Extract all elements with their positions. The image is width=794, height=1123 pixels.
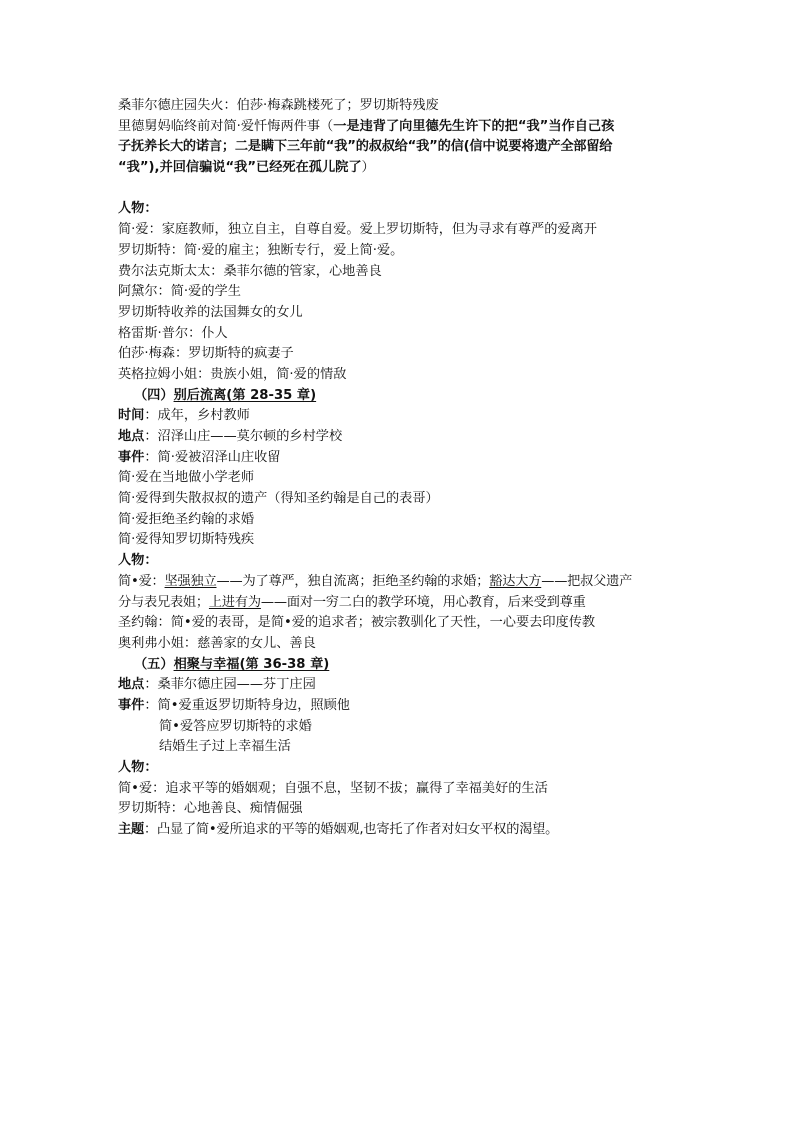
- place-line: [118, 427, 698, 448]
- reed-confession-line-1: [118, 117, 698, 138]
- event-item-5: 结婚生子过上幸福生活: [159, 739, 291, 755]
- rochester-line-5: 罗切斯特：心地善良、痴情倔强: [118, 801, 303, 817]
- trait-generous-desc-cont: 分与表兄表姐；: [118, 594, 209, 610]
- reed-confession-line-3: [118, 158, 698, 179]
- character-item: 格雷斯·普尔：仆人: [118, 325, 228, 341]
- section-5-prefix: （五）: [134, 656, 174, 672]
- event-item: 简·爱得到失散叔叔的遗产（得知圣约翰是自己的表哥）: [118, 491, 439, 507]
- characters-heading-5: 人物：: [118, 760, 158, 775]
- trait-ambitious: 上进有为: [208, 594, 261, 610]
- jane-line-5: 简•爱：追求平等的婚姻观；自强不息，坚韧不拔；赢得了幸福美好的生活: [118, 780, 548, 796]
- document-page: [118, 96, 698, 841]
- reed-bold-1: 一是违背了向里德先生许下的把“我”当作自己孩: [333, 118, 615, 134]
- character-item: 简·爱：家庭教师，独立自主，自尊自爱。爱上罗切斯特，但为寻求有尊严的爱离开: [118, 222, 597, 238]
- section-5-title-text: 相聚与幸福(第 36-38 章): [173, 656, 330, 672]
- jane-label: 简•爱：: [118, 573, 165, 589]
- event-item-5: 简•爱答应罗切斯特的求婚: [159, 718, 312, 734]
- event-value-5: ：简•爱重返罗切斯特身边，照顾他: [144, 697, 350, 713]
- reed-tail-2: (信中说要将遗产全部留给: [463, 139, 613, 155]
- reed-bold-2: 子抚养长大的诺言；二是瞒下三年前“我”的叔叔给“我”的信: [118, 139, 464, 155]
- character-item: 伯莎·梅森：罗切斯特的疯妻子: [118, 346, 294, 362]
- time-value: ：成年，乡村教师: [144, 408, 250, 424]
- character-item: 阿黛尔：简·爱的学生: [118, 284, 241, 300]
- fire-line: 桑菲尔德庄园失火：伯莎·梅森跳楼死了；罗切斯特残废: [118, 98, 439, 113]
- trait-ambitious-desc: ——面对一穷二白的教学环境，用心教育，后来受到尊重: [260, 594, 586, 610]
- trait-generous: 豁达大方: [489, 573, 542, 589]
- character-item: 罗切斯特收养的法国舞女的女儿: [118, 304, 303, 320]
- section-4-title: [118, 386, 698, 407]
- theme-line: [118, 820, 698, 841]
- stjohn-line: 圣约翰：简•爱的表哥，是简•爱的追求者；被宗教驯化了天性，一心要去印度传教: [118, 615, 596, 631]
- reed-line-3a: “我”),: [118, 160, 160, 176]
- character-item: 费尔法克斯太太：桑菲尔德的管家，心地善良: [118, 263, 382, 279]
- event-label: 事件: [118, 449, 145, 465]
- event-label-5: 事件: [118, 697, 145, 713]
- event-value: ：简·爱被沼泽山庄收留: [144, 449, 281, 465]
- characters-heading: 人物：: [118, 201, 158, 217]
- trait-independent: 坚强独立: [164, 573, 217, 589]
- character-item: 罗切斯特：简·爱的雇主；独断专行，爱上简·爱。: [118, 242, 404, 258]
- place-label: 地点: [118, 429, 145, 444]
- theme-value: ：凸显了简•爱所追求的平等的婚姻观,也寄托了作者对妇女平权的渴望。: [143, 822, 559, 838]
- reed-confession-line-2: [118, 137, 698, 158]
- event-item: 简·爱得知罗切斯特残疾: [118, 532, 255, 548]
- place-value-5: ：桑菲尔德庄园——芬丁庄园: [144, 677, 316, 693]
- oliver-line: 奥利弗小姐：慈善家的女儿、善良: [118, 635, 316, 651]
- theme-label: 主题: [118, 822, 144, 838]
- trait-independent-desc: ——为了尊严，独自流离；拒绝圣约翰的求婚；: [216, 573, 490, 589]
- section-4-prefix: （四）: [134, 387, 174, 403]
- spacer: [118, 179, 698, 200]
- time-label: 时间: [118, 408, 145, 424]
- event-line: [118, 448, 698, 469]
- place-value: ：沼泽山庄——莫尔顿的乡村学校: [144, 429, 343, 444]
- place-label-5: 地点: [118, 677, 145, 693]
- reed-line-3b: 并回信骗说“我”已经死在孤儿院了: [159, 160, 362, 176]
- event-item: 简·爱在当地做小学老师: [118, 470, 255, 486]
- event-line-5: [118, 696, 698, 717]
- place-line-5: [118, 675, 698, 696]
- section-4-title-text: 别后流离(第 28-35 章): [173, 387, 317, 403]
- time-line: [118, 406, 698, 427]
- jane-traits-line-1: [118, 572, 698, 593]
- jane-traits-line-2: [118, 593, 698, 614]
- characters-heading-4: 人物：: [118, 553, 158, 569]
- character-item: 英格拉姆小姐：贵族小姐，简·爱的情敌: [118, 366, 347, 382]
- trait-generous-desc: ——把叔父遗产: [541, 573, 633, 589]
- section-5-title: [118, 655, 698, 676]
- reed-prefix: 里德舅妈临终前对简·爱忏悔两件事（: [118, 118, 334, 134]
- event-item: 简·爱拒绝圣约翰的求婚: [118, 511, 255, 527]
- reed-line-3c: ）: [361, 160, 375, 176]
